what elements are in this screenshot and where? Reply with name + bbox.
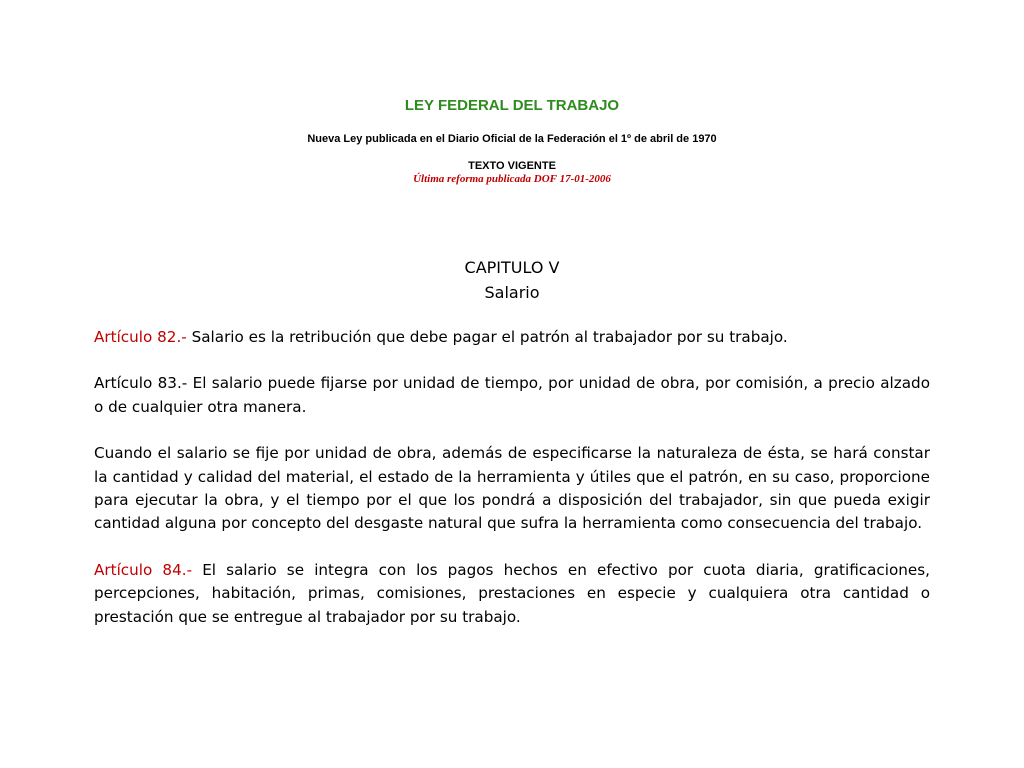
- article-83-paragraph-2-text: Cuando el salario se fije por unidad de obra, además de especificarse la naturaleza de ésta, se hará constar la cantidad y calidad del material, el estado de la herramienta y útiles que el patrón, en su caso, proporcione para ejecutar la obra, y el tiempo por el que los pondrá a disposición del trabajador, sin que pueda exigir cantidad alguna por concepto del desgaste natural que sufra la herramienta como consecuencia del trabajo.: [94, 444, 930, 533]
- article-83-text: El salario puede fijarse por unidad de tiempo, por unidad de obra, por comisión, a precio alzado o de cualquier otra manera.: [94, 374, 930, 416]
- chapter-body: [94, 326, 930, 652]
- article-82-text: Salario es la retribución que debe pagar el patrón al trabajador por su trabajo.: [186, 328, 788, 346]
- article-82-label: Artículo 82.-: [94, 328, 187, 346]
- article-83-paragraph-2: [94, 442, 930, 536]
- law-title: LEY FEDERAL DEL TRABAJO: [404, 97, 620, 114]
- document-header: [0, 96, 1024, 186]
- article-83-label: Artículo 83.-: [94, 374, 188, 393]
- chapter-name: Salario: [484, 283, 540, 302]
- article-83: [94, 372, 930, 419]
- article-84: [94, 559, 930, 629]
- text-status: TEXTO VIGENTE: [468, 160, 556, 172]
- publication-note: Nueva Ley publicada en el Diario Oficial de la Federación el 1º de abril de 1970: [307, 133, 717, 145]
- chapter-heading: [0, 255, 1024, 305]
- article-84-text: El salario se integra con los pagos hechos en efectivo por cuota diaria, gratificaciones, percepciones, habitación, primas, comisiones, prestaciones en especie y cualquiera otra cantidad o prestación que se entregue al trabajador por su trabajo.: [94, 560, 930, 626]
- article-84-label: Artículo 84.-: [94, 560, 193, 579]
- chapter-number: CAPITULO V: [464, 258, 560, 277]
- article-82: [94, 326, 930, 349]
- last-reform-note: Última reforma publicada DOF 17-01-2006: [413, 173, 611, 185]
